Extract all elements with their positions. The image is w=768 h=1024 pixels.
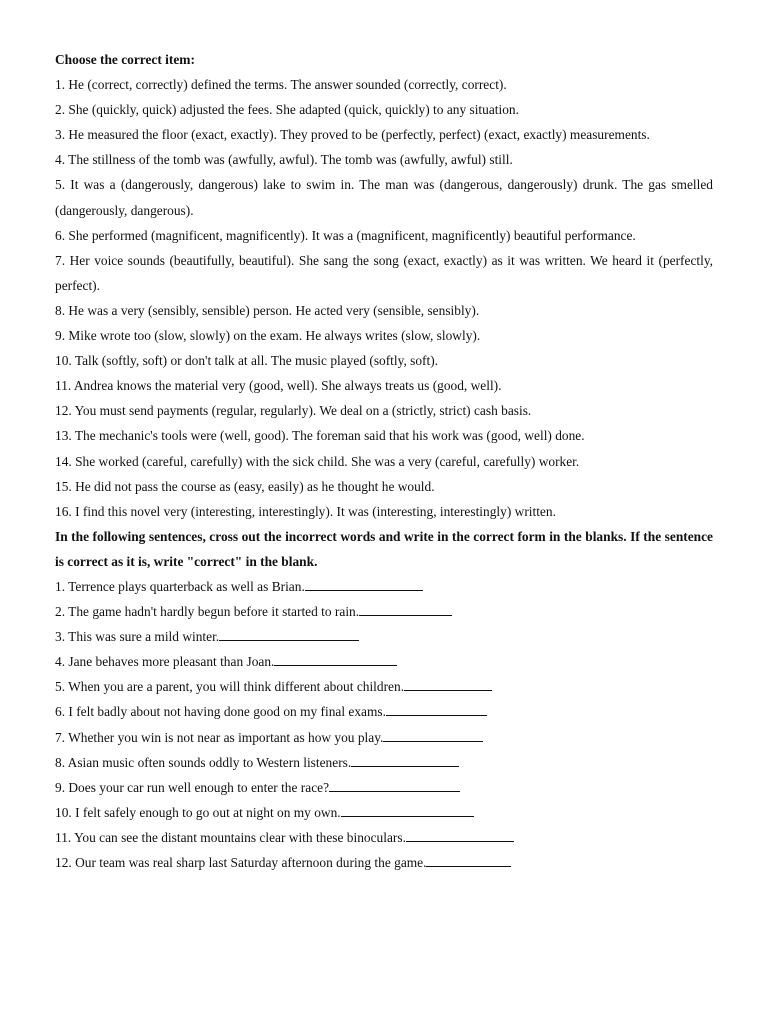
exercise-item: 1. He (correct, correctly) defined the terms. The answer sounded (correctly, correct). — [55, 77, 507, 93]
blank-item — [55, 850, 713, 875]
exercise-item: 6. She performed (magnificent, magnificently). It was a (magnificent, magnificently) beautiful performance. — [55, 227, 636, 243]
answer-blank[interactable] — [341, 815, 474, 817]
exercise-item: 2. She (quickly, quick) adjusted the fees. She adapted (quick, quickly) to any situation. — [55, 102, 519, 118]
sentence-text: 4. Jane behaves more pleasant than Joan. — [55, 654, 275, 670]
answer-blank[interactable] — [329, 790, 460, 792]
sentence-text: 1. Terrence plays quarterback as well as Brian. — [55, 578, 305, 594]
blank-item — [55, 800, 713, 825]
blank-item — [55, 599, 713, 624]
exercise-item: 3. He measured the floor (exact, exactly). They proved to be (perfectly, perfect) (exact, exactly) measurements. — [55, 127, 650, 143]
exercise-item: 16. I find this novel very (interesting, interestingly). It was (interesting, interestingly) written. — [55, 503, 556, 519]
answer-blank[interactable] — [383, 740, 483, 742]
blank-item — [55, 825, 713, 850]
answer-blank[interactable] — [219, 639, 359, 641]
sentence-text: 8. Asian music often sounds oddly to Western listeners. — [55, 754, 352, 770]
exercise-item: 12. You must send payments (regular, regularly). We deal on a (strictly, strict) cash basis. — [55, 403, 532, 419]
exercise-item: 14. She worked (careful, carefully) with the sick child. She was a very (careful, carefully) worker. — [55, 453, 580, 469]
section1-title: Choose the correct item: — [55, 52, 195, 67]
answer-blank[interactable] — [426, 865, 511, 867]
exercise-item: 9. Mike wrote too (slow, slowly) on the exam. He always writes (slow, slowly). — [55, 328, 481, 344]
sentence-text: 2. The game hadn't hardly begun before it started to rain. — [55, 604, 360, 620]
sentence-text: 6. I felt badly about not having done good on my final exams. — [55, 704, 386, 720]
blank-item — [55, 674, 713, 699]
sentence-text: 5. When you are a parent, you will think different about children. — [55, 679, 405, 695]
worksheet-page — [55, 47, 713, 875]
exercise-item: 15. He did not pass the course as (easy, easily) as he thought he would. — [55, 478, 435, 494]
exercise-item: 11. Andrea knows the material very (good, well). She always treats us (good, well). — [55, 378, 502, 394]
exercise-item: 5. It was a (dangerously, dangerous) lake to swim in. The man was (dangerous, dangerously) drunk. The gas smelled (dangerously, dangerous). — [55, 177, 713, 218]
exercise-item: 10. Talk (softly, soft) or don't talk at all. The music played (softly, soft). — [55, 353, 439, 369]
blank-item — [55, 624, 713, 649]
exercise-item: 8. He was a very (sensibly, sensible) person. He acted very (sensible, sensibly). — [55, 302, 480, 318]
section2-instructions: In the following sentences, cross out the incorrect words and write in the correct form in the blanks. If the sentence is correct as it is, write "correct" in the blank. — [55, 528, 713, 569]
sentence-text: 9. Does your car run well enough to enter the race? — [55, 779, 330, 795]
exercise-item: 7. Her voice sounds (beautifully, beautiful). She sang the song (exact, exactly) as it was written. We heard it (perfectly, perfect). — [55, 252, 713, 293]
blank-item — [55, 574, 713, 599]
sentence-text: 11. You can see the distant mountains clear with these binoculars. — [55, 829, 406, 845]
exercise-item: 13. The mechanic's tools were (well, good). The foreman said that his work was (good, well) done. — [55, 428, 585, 444]
answer-blank[interactable] — [386, 714, 487, 716]
answer-blank[interactable] — [274, 664, 397, 666]
answer-blank[interactable] — [404, 689, 492, 691]
blank-item — [55, 699, 713, 724]
blank-item — [55, 725, 713, 750]
sentence-text: 10. I felt safely enough to go out at night on my own. — [55, 804, 341, 820]
answer-blank[interactable] — [406, 840, 514, 842]
exercise-item: 4. The stillness of the tomb was (awfully, awful). The tomb was (awfully, awful) still. — [55, 152, 513, 168]
sentence-text: 12. Our team was real sharp last Saturday afternoon during the game. — [55, 855, 427, 870]
answer-blank[interactable] — [351, 765, 459, 767]
sentence-text: 3. This was sure a mild winter. — [55, 629, 220, 645]
answer-blank[interactable] — [359, 614, 452, 616]
blank-item — [55, 775, 713, 800]
answer-blank[interactable] — [305, 589, 423, 591]
blank-item — [55, 649, 713, 674]
blank-item — [55, 750, 713, 775]
sentence-text: 7. Whether you win is not near as important as how you play. — [55, 729, 384, 745]
